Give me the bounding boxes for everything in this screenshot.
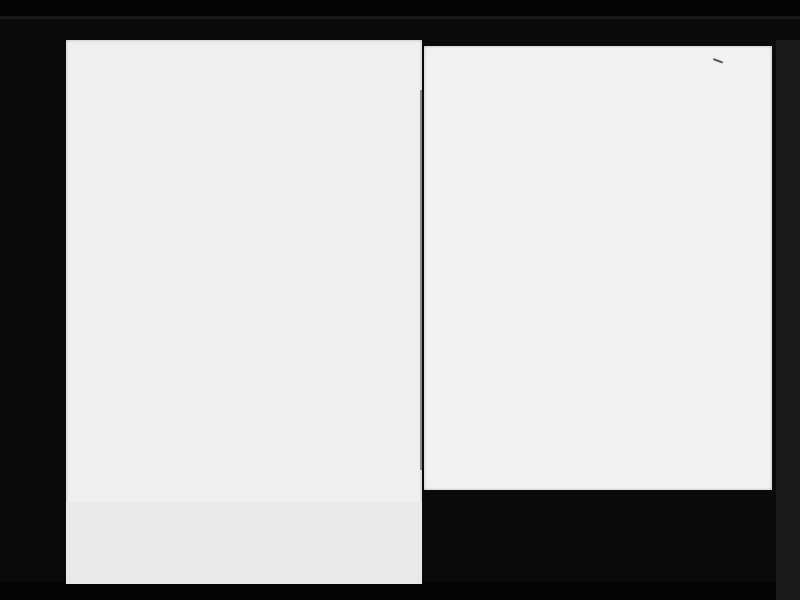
page-gutter bbox=[420, 90, 422, 470]
pencil-mark bbox=[713, 53, 725, 64]
film-frame-edge bbox=[0, 16, 800, 19]
scan-background-right bbox=[776, 40, 800, 600]
right-page bbox=[424, 46, 772, 490]
left-page bbox=[66, 40, 422, 584]
left-page-lower-margin bbox=[66, 502, 422, 584]
film-strip-bottom bbox=[0, 582, 800, 600]
